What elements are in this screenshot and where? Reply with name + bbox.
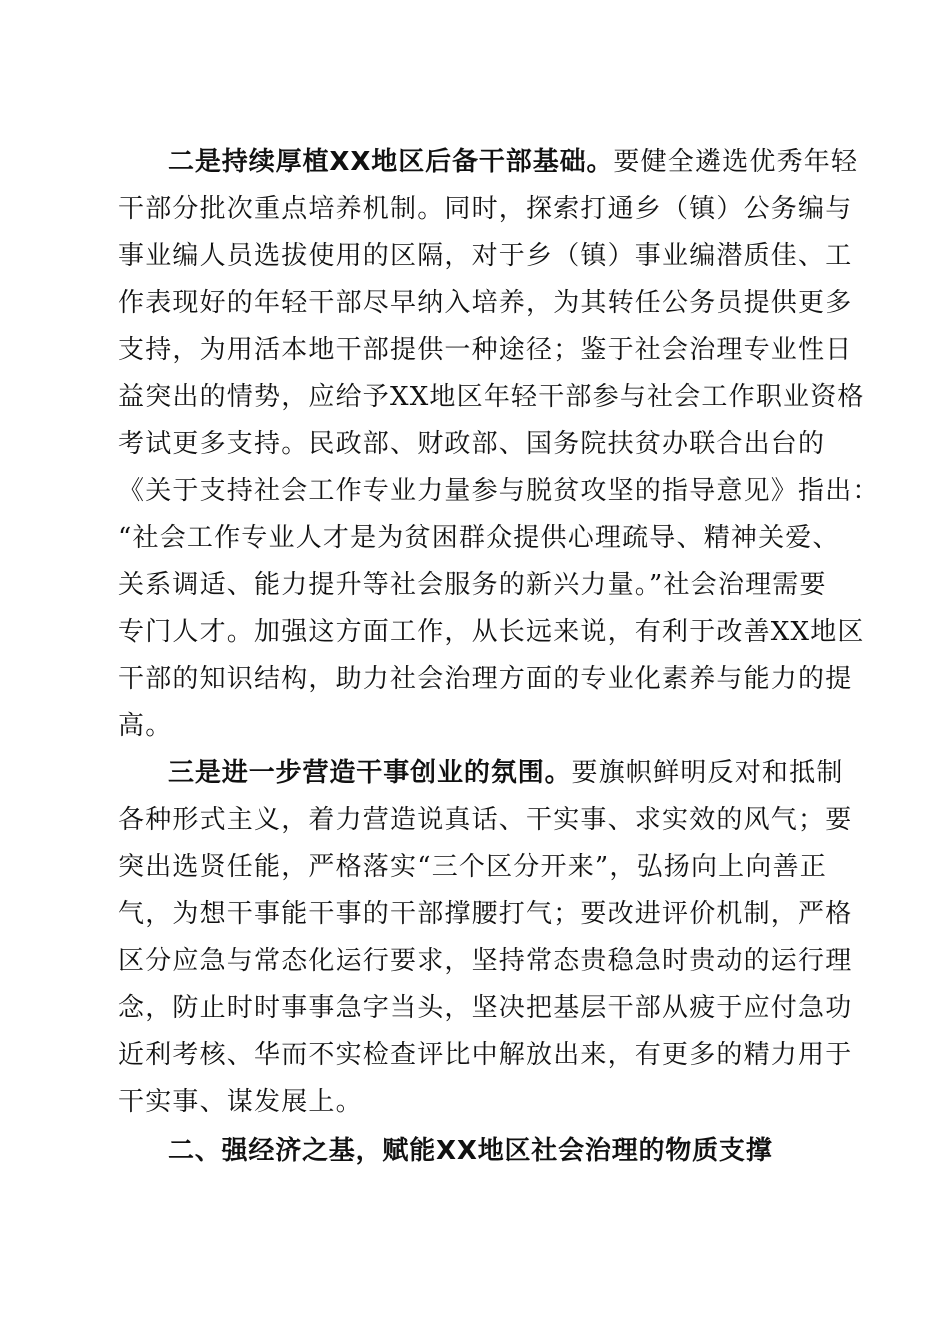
paragraph-1-line-8: 《关于支持社会工作专业力量参与脱贫攻坚的指导意见》指出：: [118, 476, 880, 506]
paragraph-2-line-1-text: 要旗帜鲜明反对和抵制: [571, 758, 844, 788]
paragraph-1-line-6: 益突出的情势，应给予XX地区年轻干部参与社会工作职业资格: [118, 382, 865, 412]
paragraph-1-line-3: 事业编人员选拔使用的区隔，对于乡（镇）事业编潜质佳、工: [118, 241, 853, 271]
paragraph-2-lead: 三是进一步营造干事创业的氛围。: [168, 758, 572, 788]
paragraph-1-lead: 二是持续厚植XX地区后备干部基础。: [168, 147, 614, 177]
paragraph-1-line-9: “社会工作专业人才是为贫困群众提供心理疏导、精神关爱、: [118, 523, 840, 553]
paragraph-1-line-2: 干部分批次重点培养机制。同时，探索打通乡（镇）公务编与: [118, 194, 853, 224]
paragraph-2-line-3: 突出选贤任能，严格落实“三个区分开来”，弘扬向上向善正: [118, 852, 827, 882]
paragraph-1-line-5: 支持，为用活本地干部提供一种途径；鉴于社会治理专业性日: [118, 335, 853, 365]
paragraph-2-line-1: [168, 757, 844, 789]
paragraph-2-line-8: 干实事、谋发展上。: [118, 1087, 363, 1117]
paragraph-1-line-11: 专门人才。加强这方面工作，从长远来说，有利于改善XX地区: [118, 617, 865, 647]
paragraph-2-line-6: 念，防止时时事事急字当头，坚决把基层干部从疲于应付急功: [118, 993, 853, 1023]
paragraph-2-line-4: 气，为想干事能干事的干部撑腰打气；要改进评价机制，严格: [118, 899, 853, 929]
paragraph-1-line-1: [168, 146, 858, 178]
paragraph-1-line-12: 干部的知识结构，助力社会治理方面的专业化素养与能力的提: [118, 664, 853, 694]
paragraph-1-line-10: 关系调适、能力提升等社会服务的新兴力量。”社会治理需要: [118, 570, 827, 600]
paragraph-1-line-7: 考试更多支持。民政部、财政部、国务院扶贫办联合出台的: [118, 429, 826, 459]
paragraph-2-line-5: 区分应急与常态化运行要求，坚持常态贵稳急时贵动的运行理: [118, 946, 853, 976]
section-heading: 二、强经济之基，赋能XX地区社会治理的物质支撑: [168, 1136, 773, 1166]
paragraph-2-line-7: 近利考核、华而不实检查评比中解放出来，有更多的精力用于: [118, 1040, 853, 1070]
paragraph-1-line-4: 作表现好的年轻干部尽早纳入培养，为其转任公务员提供更多: [118, 288, 853, 318]
paragraph-2-line-2: 各种形式主义，着力营造说真话、干实事、求实效的风气；要: [118, 805, 853, 835]
paragraph-1-line-1-text: 要健全遴选优秀年轻: [613, 147, 859, 177]
paragraph-1-line-13: 高。: [118, 711, 173, 741]
